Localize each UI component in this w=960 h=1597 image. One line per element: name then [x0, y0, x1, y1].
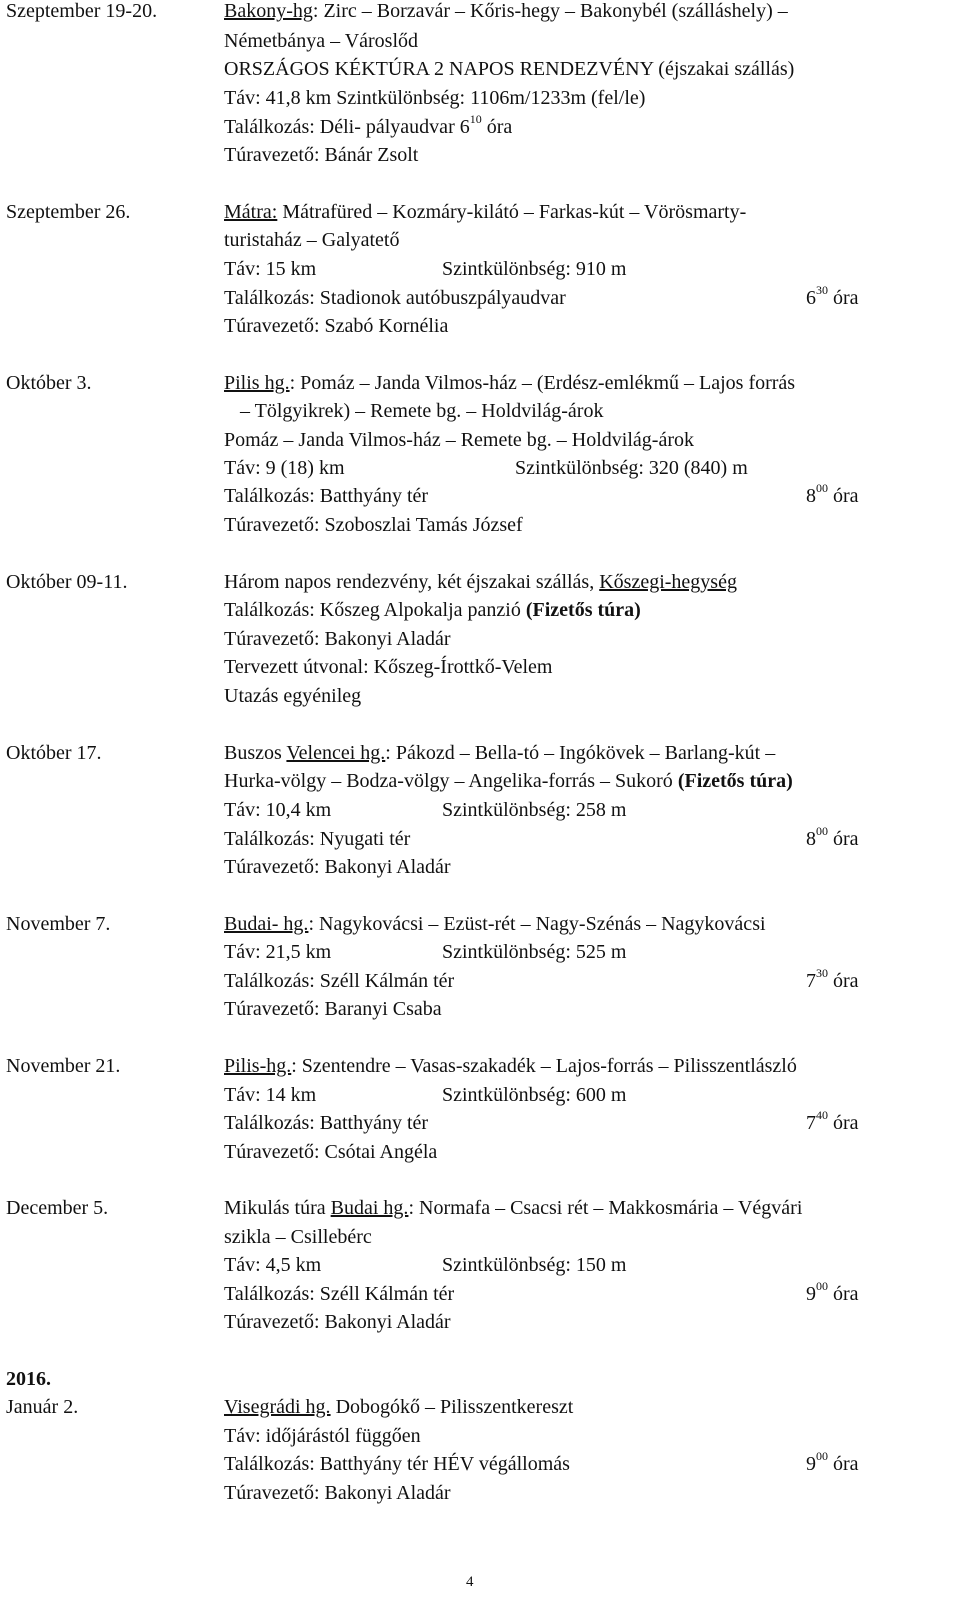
event-date: Október 09-11. — [6, 571, 128, 593]
time-hour: 6 — [806, 287, 816, 309]
time-minutes: 00 — [816, 824, 828, 838]
region-name: Visegrádi hg. — [224, 1396, 331, 1418]
distance-line: Táv: 41,8 km Szintkülönbség: 1106m/1233m (fel/le) — [224, 87, 646, 109]
meeting-line — [224, 112, 513, 139]
region-name: Bakony-hg — [224, 0, 313, 22]
year-label: 2016. — [6, 1368, 51, 1390]
distance-a: Táv: 9 (18) km — [224, 457, 345, 479]
route-text: : Nagykovácsi – Ezüst-rét – Nagy-Szénás – Nagykovácsi — [308, 913, 766, 935]
guide-line: Túravezető: Szoboszlai Tamás József — [224, 514, 523, 536]
distance-b: Szintkülönbség: 525 m — [442, 941, 627, 963]
travel-note: Utazás egyénileg — [224, 685, 362, 707]
route-prefix: Mikulás túra — [224, 1197, 331, 1219]
route-text: Dobogókő – Pilisszentkereszt — [330, 1396, 574, 1418]
region-name: Pilis hg. — [224, 372, 290, 394]
route-text: : Pomáz – Janda Vilmos-ház – (Erdész-emlékmű – Lajos forrás — [289, 372, 796, 394]
guide-line: Túravezető: Csótai Angéla — [224, 1141, 438, 1163]
meeting-line: Találkozás: Nyugati tér — [224, 828, 411, 850]
guide-line: Túravezető: Bánár Zsolt — [224, 144, 419, 166]
route-line — [224, 372, 940, 395]
meeting-time — [806, 1449, 859, 1476]
meeting-text: Találkozás: Kőszeg Alpokalja panzió — [224, 599, 526, 621]
distance-line: Táv: időjárástól függően — [224, 1425, 421, 1447]
route-line — [224, 1197, 940, 1220]
route-line-2: szikla – Csillebérc — [224, 1226, 372, 1248]
time-minutes: 00 — [816, 1449, 828, 1463]
page-number: 4 — [466, 1574, 474, 1590]
guide-line: Túravezető: Bakonyi Aladár — [224, 1311, 451, 1333]
event-date: November 21. — [6, 1055, 121, 1077]
event-date: December 5. — [6, 1197, 109, 1219]
time-suffix: óra — [833, 287, 859, 309]
distance-a: Táv: 14 km — [224, 1084, 317, 1106]
route-text: : Pákozd – Bella-tó – Ingókövek – Barlang-kút – — [385, 742, 776, 764]
distance-a: Táv: 21,5 km — [224, 941, 332, 963]
event-date: Október 3. — [6, 372, 92, 394]
distance-b: Szintkülönbség: 150 m — [442, 1254, 627, 1276]
route-line-2 — [224, 770, 940, 793]
event-date: November 7. — [6, 913, 111, 935]
route-line-3: Pomáz – Janda Vilmos-ház – Remete bg. – Holdvilág-árok — [224, 429, 694, 451]
event-date: Január 2. — [6, 1396, 79, 1418]
time-minutes: 40 — [816, 1108, 828, 1122]
region-name: Kőszegi-hegység — [599, 571, 737, 593]
route-text: Hurka-völgy – Bodza-völgy – Angelika-forrás – Sukoró — [224, 770, 678, 792]
description-text: Három napos rendezvény, két éjszakai szállás, — [224, 571, 600, 593]
route-line — [224, 201, 940, 224]
meeting-line — [224, 599, 641, 622]
route-line — [224, 742, 940, 765]
meeting-time — [806, 966, 859, 993]
time-suffix: óra — [833, 485, 859, 507]
route-text: Mátrafüred – Kozmáry-kilátó – Farkas-kút – Vörösmarty- — [277, 201, 747, 223]
event-date: Szeptember 26. — [6, 201, 131, 223]
paid-tour-label: (Fizetős túra) — [677, 770, 793, 792]
time-suffix: óra — [486, 116, 513, 138]
route-line — [224, 0, 940, 23]
time-suffix: óra — [833, 970, 859, 992]
meeting-time — [806, 283, 859, 310]
route-line — [224, 913, 766, 936]
region-name: Budai hg. — [330, 1197, 409, 1219]
route-prefix: Buszos — [224, 742, 287, 764]
time-minutes: 30 — [816, 966, 828, 980]
time-hour: 8 — [806, 485, 816, 507]
region-name: Mátra: — [224, 201, 278, 223]
route-line-2: – Tölgyikrek) – Remete bg. – Holdvilág-árok — [240, 400, 604, 422]
time-minutes: 30 — [816, 283, 828, 297]
route-line — [224, 1055, 797, 1078]
route-text: : Szentendre – Vasas-szakadék – Lajos-forrás – Pilisszentlászló — [291, 1055, 797, 1077]
time-suffix: óra — [833, 1453, 859, 1475]
time-suffix: óra — [833, 1112, 859, 1134]
guide-line: Túravezető: Bakonyi Aladár — [224, 856, 451, 878]
meeting-line: Találkozás: Batthyány tér — [224, 485, 429, 507]
event-date: Szeptember 19-20. — [6, 0, 158, 22]
time-minutes: 00 — [816, 1279, 828, 1293]
time-hour: 9 — [806, 1453, 816, 1475]
meeting-time — [806, 1279, 859, 1306]
distance-b: Szintkülönbség: 258 m — [442, 799, 627, 821]
distance-b: Szintkülönbség: 320 (840) m — [515, 457, 748, 479]
guide-line: Túravezető: Szabó Kornélia — [224, 315, 449, 337]
distance-a: Táv: 15 km — [224, 258, 317, 280]
event-date: Október 17. — [6, 742, 102, 764]
guide-line: Túravezető: Bakonyi Aladár — [224, 628, 451, 650]
time-suffix: óra — [833, 828, 859, 850]
route-line-2: Németbánya – Városlőd — [224, 30, 419, 52]
time-minutes: 00 — [816, 481, 828, 495]
planned-route: Tervezett útvonal: Kőszeg-Írottkő-Velem — [224, 656, 553, 678]
time-hour: 7 — [806, 1112, 816, 1134]
event-description — [224, 571, 940, 594]
distance-a: Táv: 4,5 km — [224, 1254, 322, 1276]
meeting-text: Találkozás: Déli- pályaudvar 6 — [224, 116, 470, 138]
meeting-line: Találkozás: Széll Kálmán tér — [224, 970, 455, 992]
time-hour: 8 — [806, 828, 816, 850]
time-suffix: óra — [833, 1283, 859, 1305]
region-name: Budai- hg. — [224, 913, 309, 935]
time-hour: 9 — [806, 1283, 816, 1305]
route-text: : Normafa – Csacsi rét – Makkosmária – Végvári — [408, 1197, 803, 1219]
time-hour: 7 — [806, 970, 816, 992]
distance-a: Táv: 10,4 km — [224, 799, 332, 821]
meeting-line: Találkozás: Stadionok autóbuszpályaudvar — [224, 287, 566, 309]
meeting-line: Találkozás: Széll Kálmán tér — [224, 1283, 455, 1305]
meeting-line: Találkozás: Batthyány tér — [224, 1112, 429, 1134]
route-line-2: turistaház – Galyatető — [224, 229, 400, 251]
distance-b: Szintkülönbség: 910 m — [442, 258, 627, 280]
guide-line: Túravezető: Baranyi Csaba — [224, 998, 442, 1020]
region-name: Pilis-hg. — [224, 1055, 292, 1077]
distance-b: Szintkülönbség: 600 m — [442, 1084, 627, 1106]
paid-tour-label: (Fizetős túra) — [525, 599, 641, 621]
route-text: : Zirc – Borzavár – Kőris-hegy – Bakonybél (szálláshely) – — [312, 0, 788, 22]
region-name: Velencei hg. — [286, 742, 386, 764]
guide-line: Túravezető: Bakonyi Aladár — [224, 1482, 451, 1504]
time-minutes: 10 — [469, 112, 482, 126]
meeting-time — [806, 481, 859, 508]
route-line — [224, 1396, 573, 1419]
meeting-line: Találkozás: Batthyány tér HÉV végállomás — [224, 1453, 570, 1475]
meeting-time — [806, 824, 859, 851]
event-description: ORSZÁGOS KÉKTÚRA 2 NAPOS RENDEZVÉNY (éjszakai szállás) — [224, 58, 795, 80]
meeting-time — [806, 1108, 859, 1135]
